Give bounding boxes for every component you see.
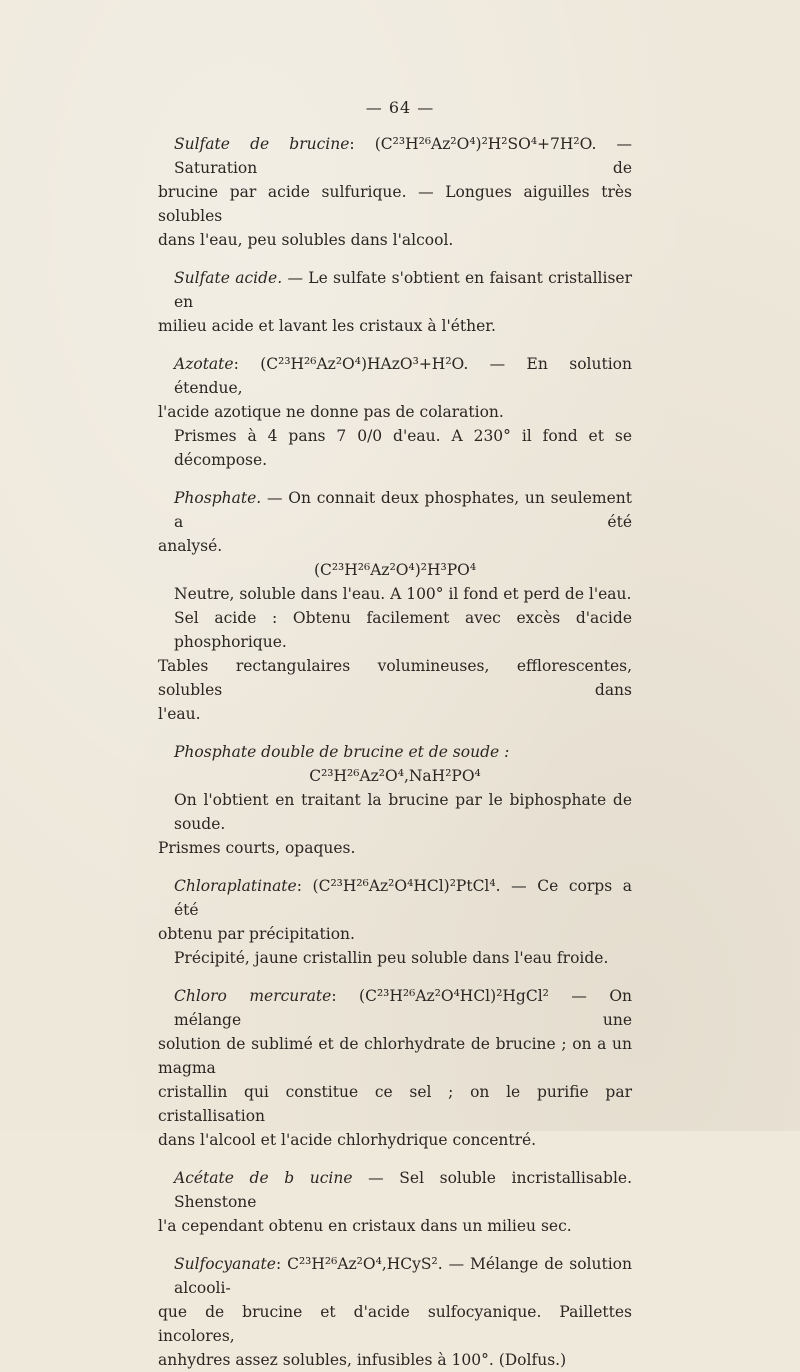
text-line: Prismes courts, opaques. [158,839,356,857]
term-label: Azotate [174,355,234,373]
page-number: — 64 — [365,98,435,117]
text-line: Neutre, soluble dans l'eau. A 100° il fond et perd de l'eau. [174,585,632,603]
formula-line: C²³H²⁶Az²O⁴,NaH²PO⁴ [309,767,481,785]
line-text: : (C²³H²⁶Az²O⁴)²H²SO⁴+7H²O. — Saturation de [174,135,632,177]
text-line: dans l'eau, peu solubles dans l'alcool. [158,231,454,249]
text-line [158,1166,632,1214]
text-line: l'eau. [158,705,201,723]
line-text: : C²³H²⁶Az²O⁴,HCyS². — Mélange de solution alcooli- [174,1255,632,1297]
text-line: que de brucine et d'acide sulfocyanique. Paillettes incolores, [158,1303,632,1345]
text-line: anhydres assez solubles, infusibles à 100°. (Dolfus.) [158,1351,567,1369]
text-line: l'a cependant obtenu en cristaux dans un milieu sec. [158,1217,572,1235]
text-line [158,486,632,534]
line-text: — On connait deux phosphates, un seulement a été [174,489,632,531]
paragraph-sulfocyanate [158,1252,632,1372]
text-line: Sel acide : Obtenu facilement avec excès d'acide phosphorique. [174,609,632,651]
term-label: Chloraplatinate [174,877,297,895]
text-line: On l'obtient en traitant la brucine par le biphosphate de soude. [174,791,632,833]
paragraph-sulfate-acide [158,266,632,338]
text-line: Précipité, jaune cristallin peu soluble dans l'eau froide. [174,949,609,967]
text-line [158,740,632,764]
paragraph-acetate [158,1166,632,1238]
text-line: Tables rectangulaires volumineuses, efflorescentes, solubles dans [158,657,632,699]
text-line: l'acide azotique ne donne pas de colaration. [158,403,504,421]
text-line: Prismes à 4 pans 7 0/0 d'eau. A 230° il fond et se décompose. [174,427,632,469]
text-line: dans l'alcool et l'acide chlorhydrique concentré. [158,1131,537,1149]
text-line [158,352,632,400]
text-line [158,984,632,1032]
term-label: Sulfocyanate [174,1255,276,1273]
line-text: : (C²³H²⁶Az²O⁴)HAzO³+H²O. — En solution étendue, [174,355,632,397]
line-text: : (C²³H²⁶Az²O⁴HCl)²HgCl² — On mélange une [174,987,633,1029]
text-line: solution de sublimé et de chlorhydrate de brucine ; on a un magma [158,1035,632,1077]
term-label: Phosphate double de brucine et de soude : [174,743,510,761]
paragraph-chloraplatinate [158,874,632,970]
line-text: — Le sulfate s'obtient en faisant cristalliser en [174,269,632,311]
line-text: : (C²³H²⁶Az²O⁴HCl)²PtCl⁴. — Ce corps a été [174,877,632,919]
body-text [158,132,632,1372]
formula-line: (C²³H²⁶Az²O⁴)²H³PO⁴ [313,561,477,579]
text-line: cristallin qui constitue ce sel ; on le purifie par cristallisation [158,1083,632,1125]
line-text: — Sel soluble incristallisable. Shenstone [174,1169,632,1211]
paragraph-phosphate [158,486,632,726]
text-line: milieu acide et lavant les cristaux à l'éther. [158,317,496,335]
term-label: Sulfate de brucine [174,135,350,153]
text-line [158,874,632,922]
paragraph-chloro-mercurate [158,984,632,1152]
term-label: Sulfate acide. [174,269,283,287]
text-line: brucine par acide sulfurique. — Longues aiguilles très solubles [158,183,632,225]
paragraph-azotate [158,352,632,472]
term-label: Phosphate. [174,489,262,507]
text-line [158,1252,632,1300]
term-label: Acétate de b ucine [174,1169,353,1187]
paragraph-sulfate-de-brucine [158,132,632,252]
text-line: obtenu par précipitation. [158,925,355,943]
text-line: analysé. [158,537,223,555]
text-line [158,266,632,314]
text-line [158,132,632,180]
paragraph-phosphate-double [158,740,632,860]
term-label: Chloro mercurate [174,987,332,1005]
